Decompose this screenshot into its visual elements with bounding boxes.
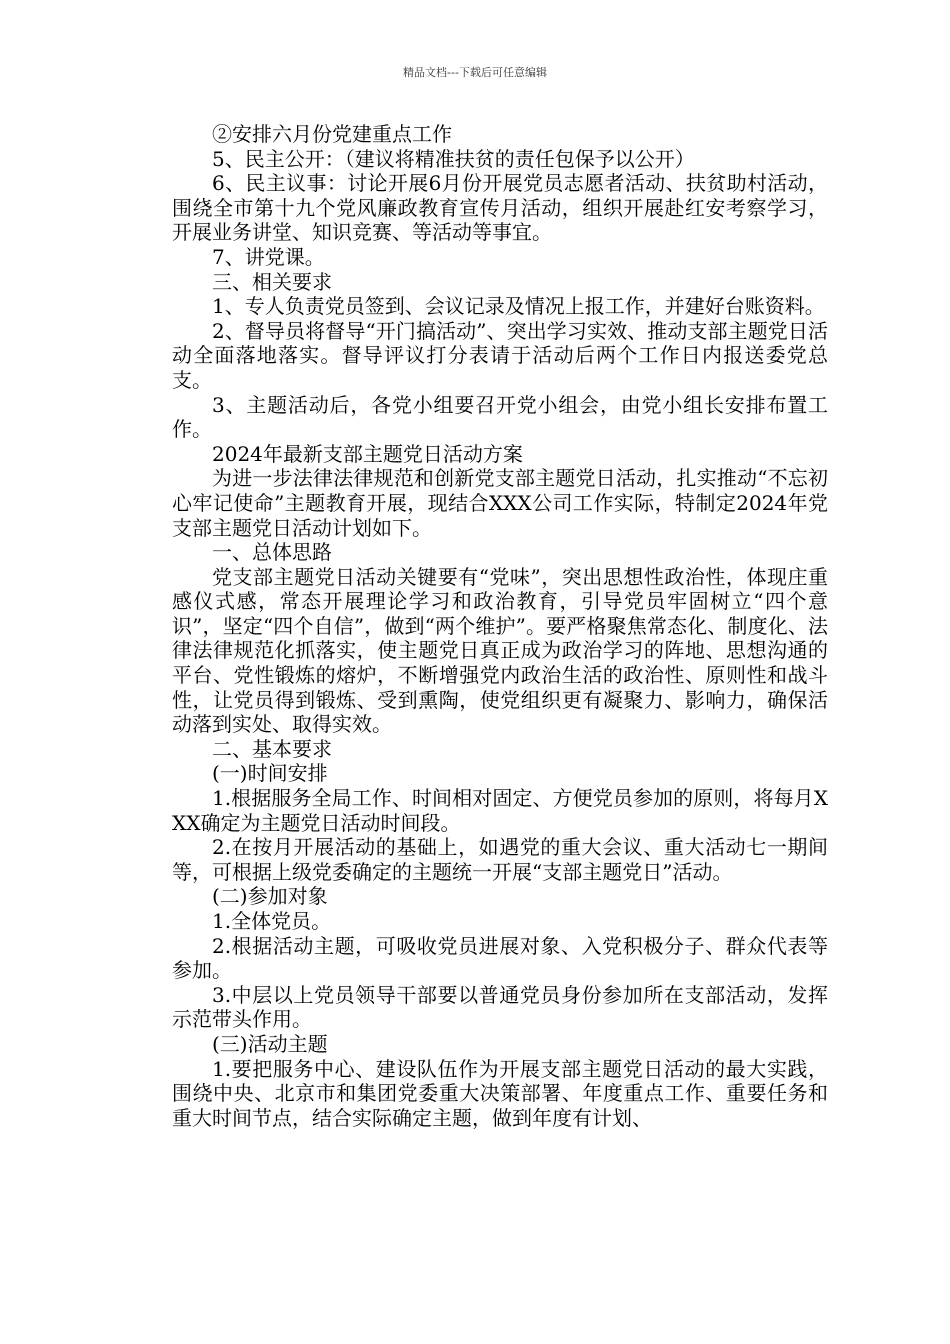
paragraph: 为进一步法律法律规范和创新党支部主题党日活动，扎实推动“不忘初心牢记使命”主题教育开展，现结合XXX公司工作实际，特制定2024年党支部主题党日活动计划如下。 [172, 466, 828, 540]
section-heading: 三、相关要求 [212, 269, 332, 294]
section-heading: 二、基本要求 [212, 736, 332, 761]
paragraph: 5、民主公开：（建议将精准扶贫的责任包保予以公开） [212, 146, 695, 171]
paragraph: 7、讲党课。 [212, 244, 325, 269]
page-header: 精品文档---下载后可任意编辑 [403, 66, 547, 79]
paragraph: 1.全体党员。 [212, 909, 332, 933]
paragraph: 2.在按月开展活动的基础上，如遇党的重大会议、重大活动七一期间等，可根据上级党委确定的主题统一开展“支部主题党日”活动。 [172, 835, 828, 884]
subsection-heading: (一)时间安排 [212, 761, 328, 786]
section-heading: 一、总体思路 [212, 540, 332, 565]
paragraph: 6、民主议事：讨论开展6月份开展党员志愿者活动、扶贫助村活动，围绕全市第十九个党风廉政教育宣传月活动，组织开展赴红安考察学习，开展业务讲堂、知识竞赛、等活动等事宜。 [172, 171, 828, 245]
paragraph: 1、专人负责党员签到、会议记录及情况上报工作，并建好台账资料。 [212, 294, 825, 319]
paragraph: 1.根据服务全局工作、时间相对固定、方便党员参加的原则，将每月XXX确定为主题党日活动时间段。 [172, 786, 828, 835]
paragraph: 2.根据活动主题，可吸收党员进展对象、入党积极分子、群众代表等参加。 [172, 933, 828, 983]
paragraph: 3.中层以上党员领导干部要以普通党员身份参加所在支部活动，发挥示范带头作用。 [172, 982, 828, 1032]
paragraph: 1.要把服务中心、建设队伍作为开展支部主题党日活动的最大实践，围绕中央、北京市和集团党委重大决策部署、年度重点工作、重要任务和重大时间节点，结合实际确定主题，做到年度有计划、 [172, 1056, 828, 1130]
subsection-heading: (三)活动主题 [212, 1031, 328, 1056]
paragraph: 3、主题活动后，各党小组要召开党小组会，由党小组长安排布置工作。 [172, 392, 828, 442]
paragraph: 党支部主题党日活动关键要有“党味”，突出思想性政治性，体现庄重感仪式感，常态开展理论学习和政治教育，引导党员牢固树立“四个意识”，坚定“四个自信”，做到“两个维护”。要严格聚焦常态化、制度化、法律法律规范化抓落实，使主题党日真正成为政治学习的阵地、思想沟通的平台、党性锻炼的熔炉，不断增强党内政治生活的政治性、原则性和战斗性，让党员得到锻炼、受到熏陶，使党组织更有凝聚力、影响力，确保活动落到实处、取得实效。 [172, 564, 828, 737]
paragraph: ②安排六月份党建重点工作 [212, 122, 452, 146]
document-title: 2024年最新支部主题党日活动方案 [212, 441, 523, 466]
document-body [172, 122, 828, 1130]
subsection-heading: (二)参加对象 [212, 884, 328, 909]
paragraph: 2、督导员将督导“开门搞活动”、突出学习实效、推动支部主题党日活动全面落地落实。督导评议打分表请于活动后两个工作日内报送委党总支。 [172, 318, 828, 392]
